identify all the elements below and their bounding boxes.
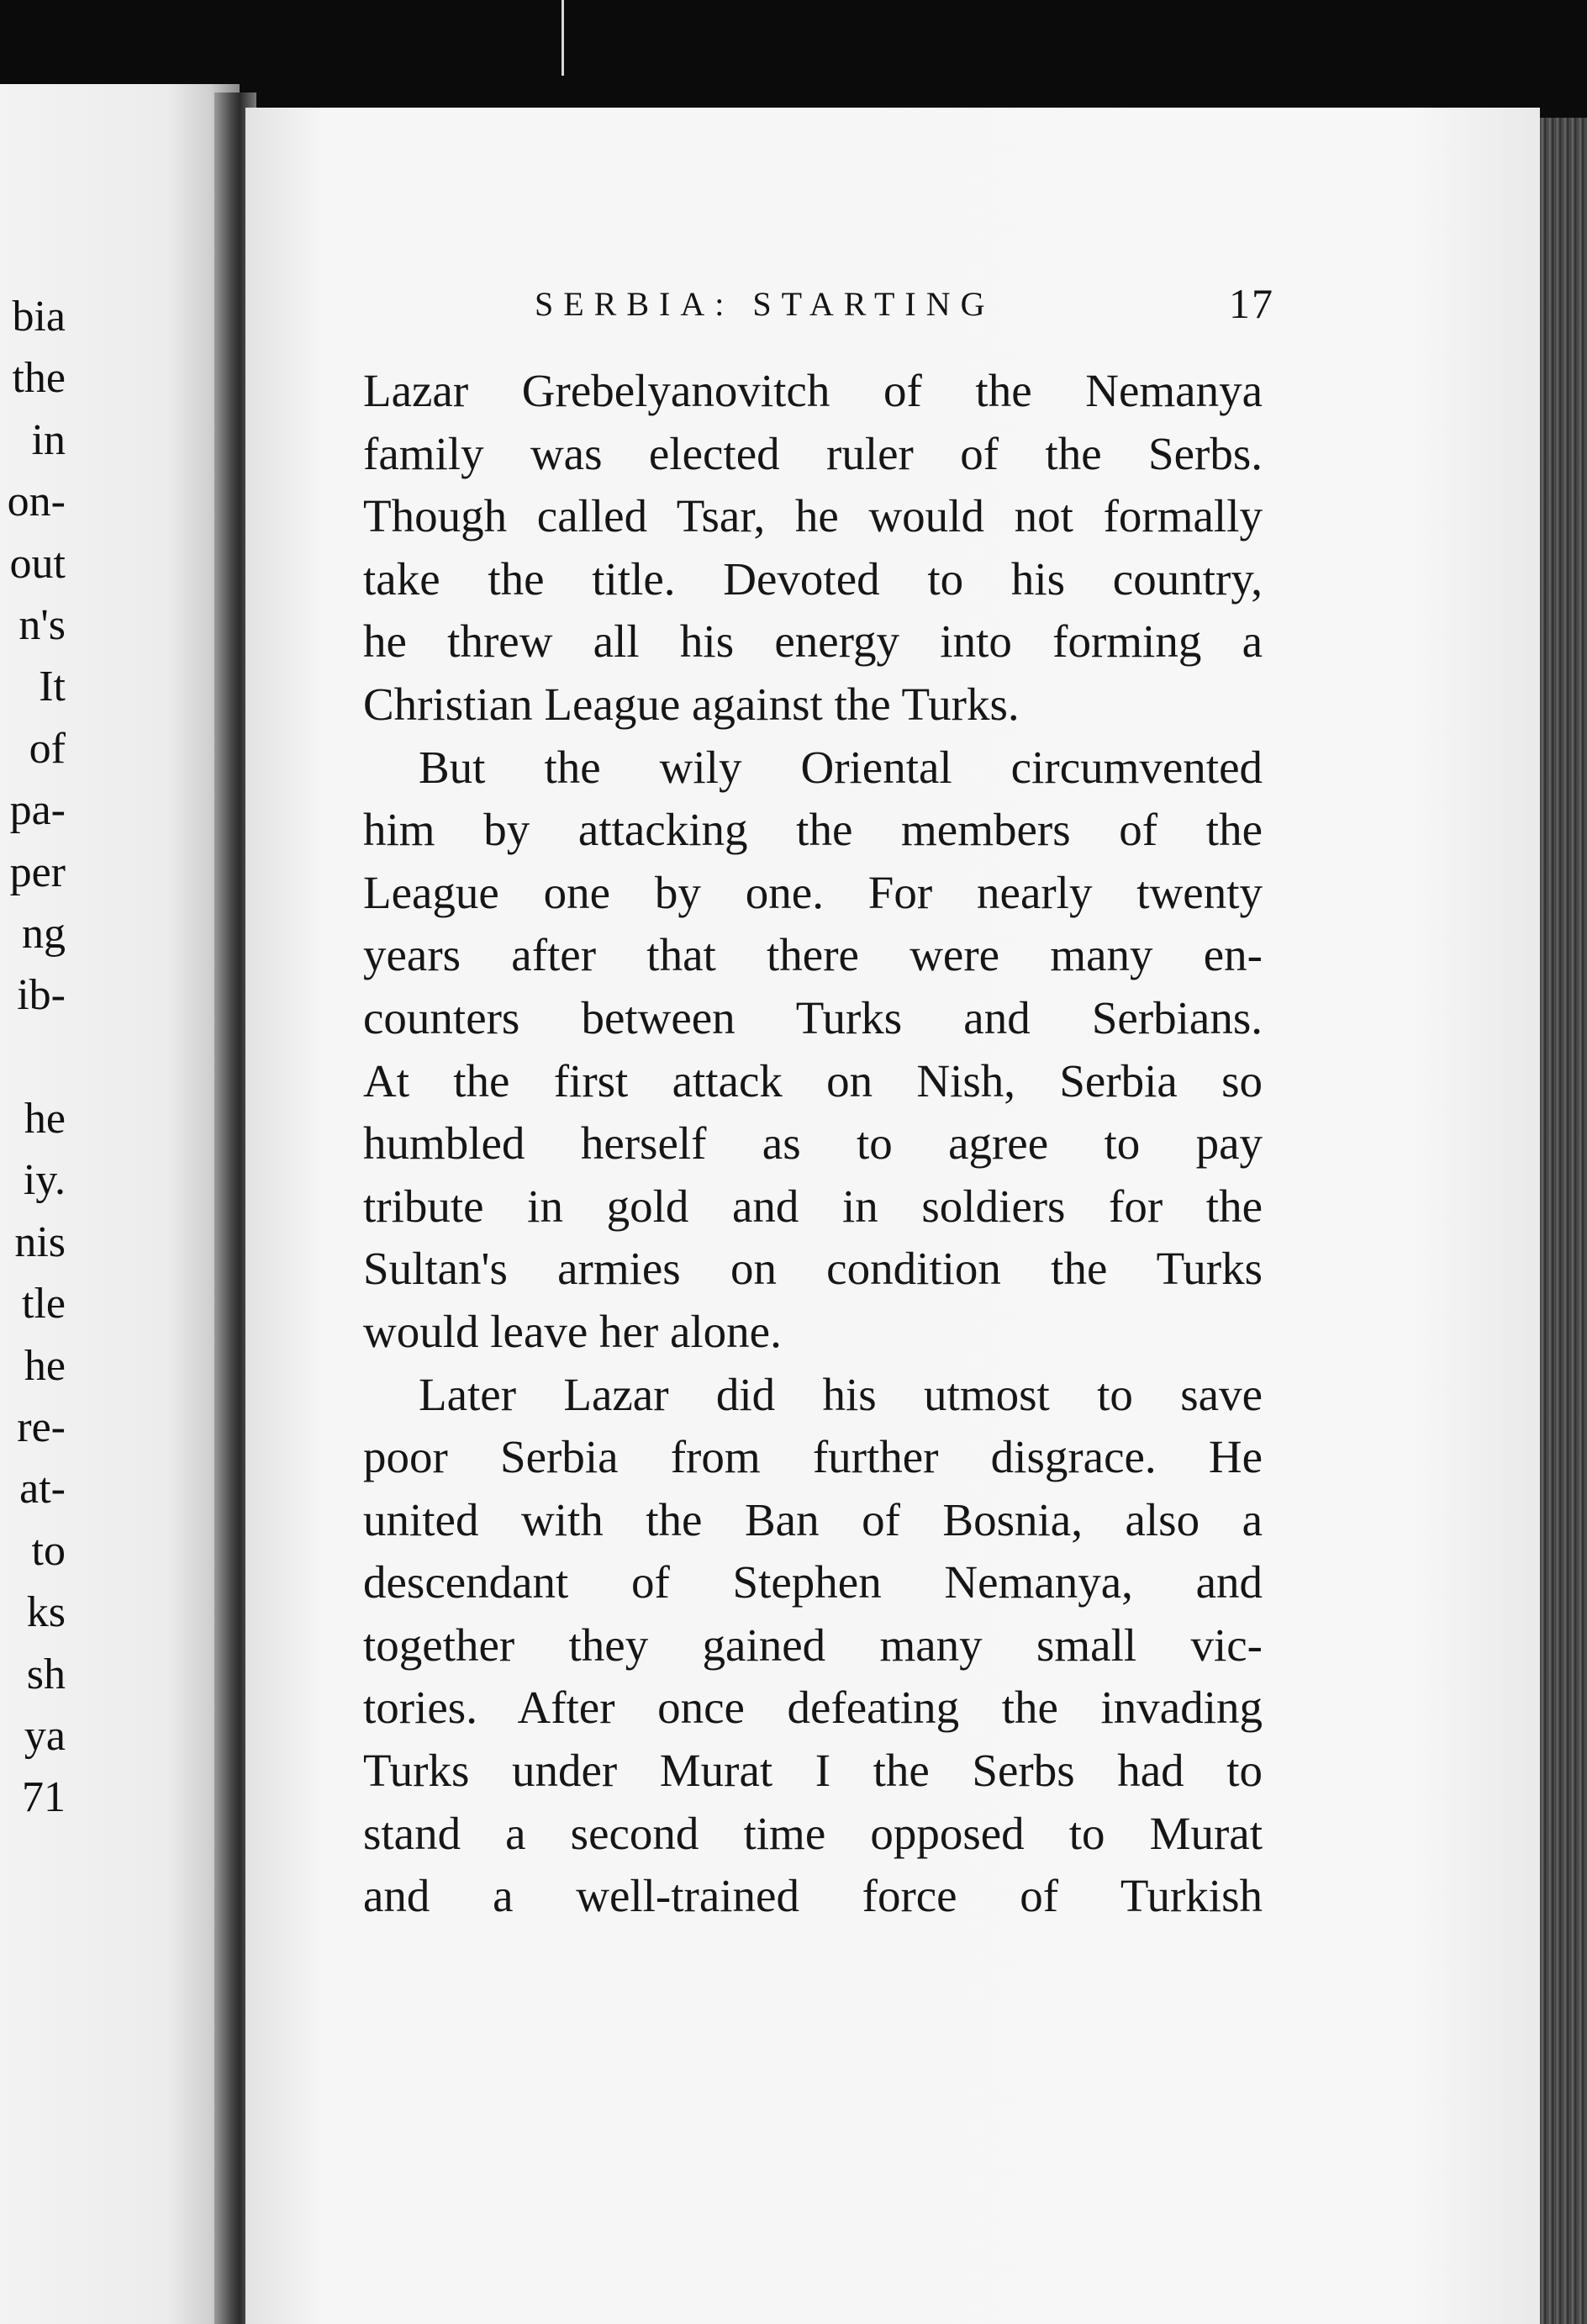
text-line: League one by one. For nearly twenty [363,866,1263,918]
page-number: 17 [1229,280,1274,327]
text-line: family was elected ruler of the Serbs. [363,427,1263,479]
text-line: counters between Turks and Serbians. [363,991,1263,1043]
text-line: would leave her alone. [363,1305,782,1357]
text-line: poor Serbia from further disgrace. He [363,1431,1263,1483]
text-line: stand a second time opposed to Murat [363,1807,1263,1859]
facing-page-text [0,286,66,1829]
facing-page-line: ng [22,909,66,958]
facing-page-line: to [31,1526,66,1575]
facing-page-line: out [9,539,66,588]
text-line: together they gained many small vic- [363,1619,1263,1671]
facing-page-line: It [39,663,66,711]
facing-page-line: re- [17,1403,66,1452]
page-edge [1540,118,1587,2324]
body-text [363,360,1263,1928]
facing-page-line: at- [19,1465,66,1513]
facing-page-line: pa- [9,786,66,835]
page-header [535,280,1274,335]
facing-page-line: iy. [23,1156,66,1205]
film-scratch [562,0,564,76]
facing-page-line: 71 [22,1773,66,1822]
facing-page-line: nis [14,1217,66,1266]
text-line: Turks under Murat I the Serbs had to [363,1745,1263,1797]
facing-page-line: he [24,1095,66,1144]
text-line: and a well-trained force of Turkish [363,1870,1263,1922]
facing-page-line: on- [7,478,66,526]
facing-page-line: n's [18,600,66,649]
facing-page-line: bia [12,293,66,341]
text-line: descendant of Stephen Nemanya, and [363,1556,1263,1608]
facing-page-line: the [12,354,66,403]
facing-page-line: ya [24,1711,66,1760]
facing-page-line: tle [22,1280,66,1328]
facing-page-line [0,1027,66,1088]
text-line: united with the Ban of Bosnia, also a [363,1493,1263,1545]
facing-page-line: per [9,848,66,896]
text-line: he threw all his energy into forming a [363,615,1263,668]
text-line: Lazar Grebelyanovitch of the Nemanya [363,365,1263,416]
running-head: SERBIA: STARTING [535,285,995,323]
text-line: Later Lazar did his utmost to save [419,1368,1263,1420]
text-line: Christian League against the Turks. [363,678,1020,730]
facing-page-line: of [29,724,66,773]
text-line: years after that there were many en- [363,929,1263,981]
facing-page-line: in [31,415,66,464]
text-line: tribute in gold and in soldiers for the [363,1180,1263,1232]
text-line: tories. After once defeating the invading [363,1682,1263,1734]
facing-page-line: ib- [17,971,66,1020]
facing-page-line: he [24,1341,66,1390]
text-line: Though called Tsar, he would not formally [363,490,1263,542]
text-line: But the wily Oriental circumvented [419,741,1263,793]
text-line: At the first attack on Nish, Serbia so [363,1054,1263,1107]
text-line: him by attacking the members of the [363,804,1263,856]
facing-page-line: sh [26,1650,66,1698]
text-line: humbled herself as to agree to pay [363,1117,1263,1170]
facing-page-line: ks [26,1588,66,1637]
text-line: take the title. Devoted to his country, [363,552,1263,605]
text-line: Sultan's armies on condition the Turks [363,1243,1263,1295]
